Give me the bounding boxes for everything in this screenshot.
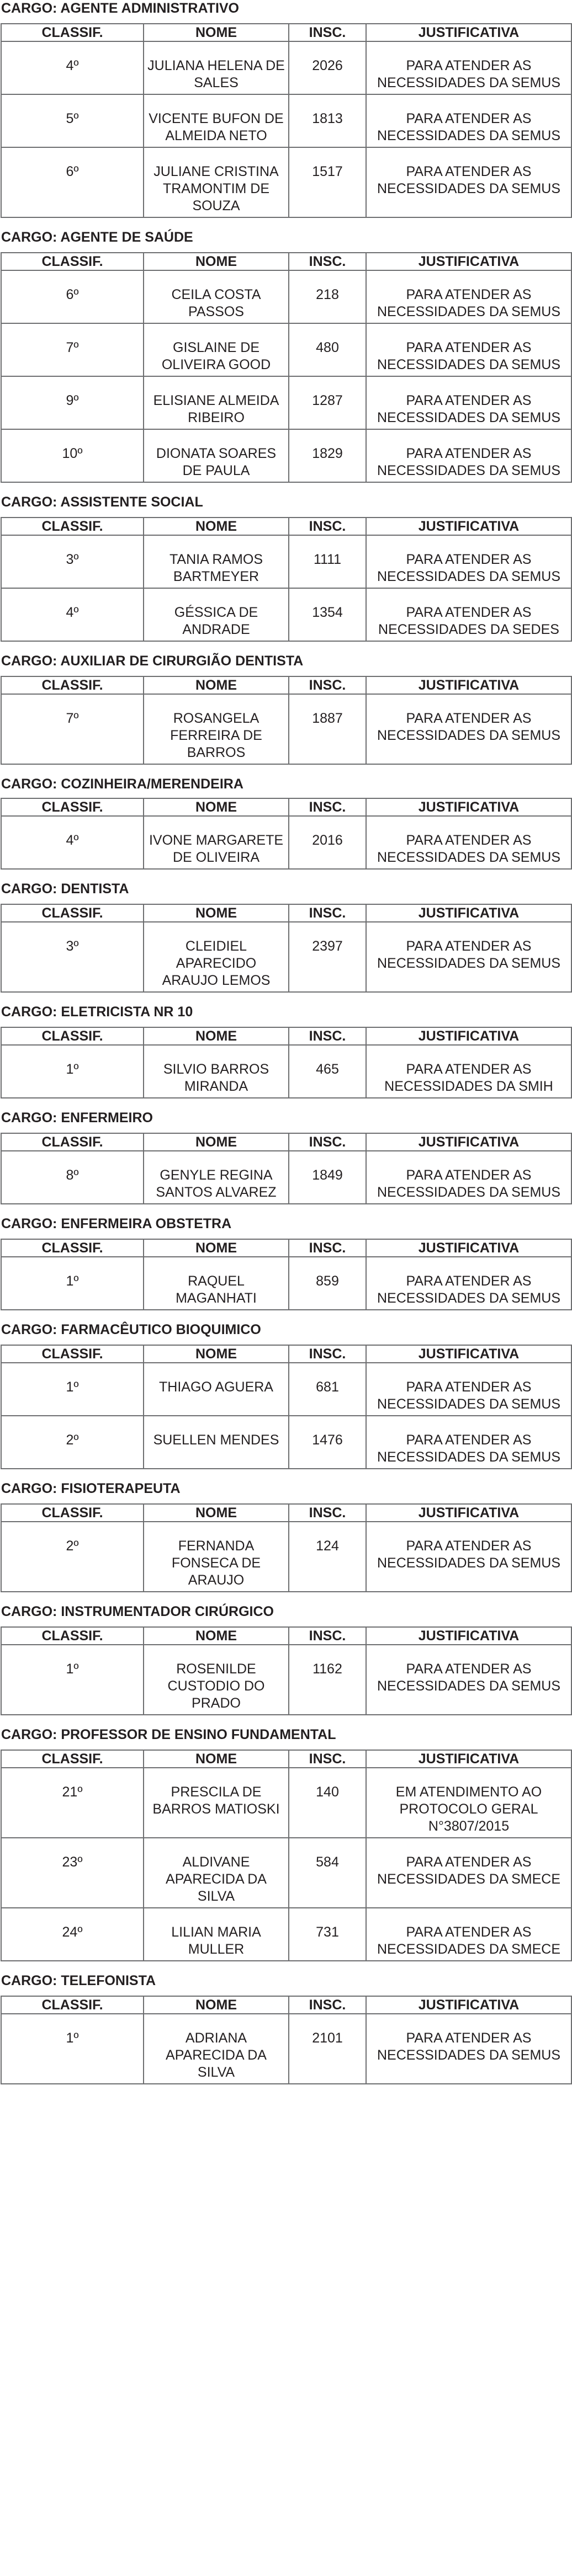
cell-justificativa: PARA ATENDER AS NECESSIDADES DA SEMUS	[366, 922, 571, 992]
cell-classif: 6º	[1, 270, 144, 323]
header-insc: INSC.	[289, 1750, 366, 1768]
table-header-row	[1, 1345, 571, 1363]
header-nome: NOME	[144, 1345, 289, 1363]
cell-classif: 3º	[1, 535, 144, 588]
table-row	[1, 588, 571, 641]
cell-classif: 3º	[1, 922, 144, 992]
cargo-title: CARGO: FARMACÊUTICO BIOQUIMICO	[1, 1322, 261, 1337]
cell-justificativa: PARA ATENDER AS NECESSIDADES DA SEMUS	[366, 41, 571, 94]
cell-insc: 1354	[289, 588, 366, 641]
cell-nome: ROSANGELA FERREIRA DE BARROS	[144, 694, 289, 764]
cargo-section	[0, 229, 572, 483]
cargo-title: CARGO: INSTRUMENTADOR CIRÚRGICO	[1, 1604, 274, 1619]
cargo-section	[0, 776, 572, 870]
cell-justificativa: PARA ATENDER AS NECESSIDADES DA SEMUS	[366, 270, 571, 323]
cell-justificativa: PARA ATENDER AS NECESSIDADES DA SMECE	[366, 1838, 571, 1908]
cargo-table	[1, 1133, 572, 1204]
cell-insc: 1111	[289, 535, 366, 588]
cell-justificativa: PARA ATENDER AS NECESSIDADES DA SEMUS	[366, 2014, 571, 2084]
cargo-title: CARGO: ENFERMEIRO	[1, 1110, 153, 1126]
cargo-table	[1, 252, 572, 483]
cargo-section	[0, 653, 572, 765]
cargo-title: CARGO: AGENTE ADMINISTRATIVO	[1, 1, 240, 16]
table-header-row	[1, 1504, 571, 1522]
cargo-table	[1, 517, 572, 642]
header-nome: NOME	[144, 253, 289, 270]
cell-justificativa: PARA ATENDER AS NECESSIDADES DA SEMUS	[366, 1363, 571, 1416]
cell-classif: 8º	[1, 1151, 144, 1204]
cargo-title: CARGO: FISIOTERAPEUTA	[1, 1481, 181, 1496]
header-classif: CLASSIF.	[1, 1345, 144, 1363]
header-justificativa: JUSTIFICATIVA	[366, 798, 571, 816]
table-header-row	[1, 1133, 571, 1151]
cargo-table	[1, 1626, 572, 1715]
cell-justificativa: PARA ATENDER AS NECESSIDADES DA SEMUS	[366, 147, 571, 217]
cell-nome: ALDIVANE APARECIDA DA SILVA	[144, 1838, 289, 1908]
header-justificativa: JUSTIFICATIVA	[366, 1750, 571, 1768]
cell-nome: GISLAINE DE OLIVEIRA GOOD	[144, 323, 289, 376]
header-justificativa: JUSTIFICATIVA	[366, 1627, 571, 1645]
cargo-section	[0, 1972, 572, 2084]
header-insc: INSC.	[289, 1239, 366, 1257]
cell-justificativa: PARA ATENDER AS NECESSIDADES DA SEMUS	[366, 694, 571, 764]
cargo-title: CARGO: DENTISTA	[1, 881, 129, 897]
header-classif: CLASSIF.	[1, 676, 144, 694]
table-row	[1, 94, 571, 147]
header-insc: INSC.	[289, 24, 366, 41]
cell-insc: 859	[289, 1257, 366, 1310]
cell-classif: 1º	[1, 1645, 144, 1715]
header-classif: CLASSIF.	[1, 1627, 144, 1645]
cargo-title: CARGO: AUXILIAR DE CIRURGIÃO DENTISTA	[1, 653, 304, 669]
cell-justificativa: PARA ATENDER AS NECESSIDADES DA SEMUS	[366, 1645, 571, 1715]
cell-classif: 2º	[1, 1522, 144, 1592]
header-justificativa: JUSTIFICATIVA	[366, 676, 571, 694]
header-nome: NOME	[144, 518, 289, 535]
cell-classif: 4º	[1, 588, 144, 641]
header-justificativa: JUSTIFICATIVA	[366, 1133, 571, 1151]
table-row	[1, 535, 571, 588]
cargo-section	[0, 1726, 572, 1961]
header-justificativa: JUSTIFICATIVA	[366, 24, 571, 41]
table-header-row	[1, 1239, 571, 1257]
cell-insc: 2016	[289, 816, 366, 869]
cell-nome: FERNANDA FONSECA DE ARAUJO	[144, 1522, 289, 1592]
table-row	[1, 1416, 571, 1469]
cargo-table	[1, 1750, 572, 1961]
table-row	[1, 922, 571, 992]
header-insc: INSC.	[289, 1627, 366, 1645]
cell-nome: THIAGO AGUERA	[144, 1363, 289, 1416]
cell-insc: 1476	[289, 1416, 366, 1469]
cargo-section	[0, 1321, 572, 1469]
header-insc: INSC.	[289, 1345, 366, 1363]
cell-justificativa: PARA ATENDER AS NECESSIDADES DA SEMUS	[366, 1151, 571, 1204]
header-classif: CLASSIF.	[1, 798, 144, 816]
header-nome: NOME	[144, 1627, 289, 1645]
table-row	[1, 1151, 571, 1204]
cargo-section	[0, 881, 572, 993]
header-classif: CLASSIF.	[1, 24, 144, 41]
cell-classif: 4º	[1, 41, 144, 94]
cell-nome: JULIANE CRISTINA TRAMONTIM DE SOUZA	[144, 147, 289, 217]
cell-justificativa: PARA ATENDER AS NECESSIDADES DA SEDES	[366, 588, 571, 641]
cell-insc: 2101	[289, 2014, 366, 2084]
table-header-row	[1, 676, 571, 694]
header-nome: NOME	[144, 1750, 289, 1768]
header-nome: NOME	[144, 904, 289, 922]
table-row	[1, 1522, 571, 1592]
cargo-title: CARGO: ELETRICISTA NR 10	[1, 1004, 193, 1020]
cell-classif: 23º	[1, 1838, 144, 1908]
header-nome: NOME	[144, 1504, 289, 1522]
cell-justificativa: PARA ATENDER AS NECESSIDADES DA SEMUS	[366, 816, 571, 869]
header-justificativa: JUSTIFICATIVA	[366, 518, 571, 535]
cargo-table	[1, 1996, 572, 2084]
header-justificativa: JUSTIFICATIVA	[366, 253, 571, 270]
header-insc: INSC.	[289, 1133, 366, 1151]
cell-nome: PRESCILA DE BARROS MATIOSKI	[144, 1768, 289, 1838]
cell-classif: 7º	[1, 694, 144, 764]
header-insc: INSC.	[289, 1504, 366, 1522]
header-insc: INSC.	[289, 798, 366, 816]
header-classif: CLASSIF.	[1, 1027, 144, 1045]
cell-justificativa: PARA ATENDER AS NECESSIDADES DA SEMUS	[366, 429, 571, 482]
table-row	[1, 1257, 571, 1310]
cargo-title: CARGO: TELEFONISTA	[1, 1973, 156, 1988]
cargo-section	[0, 1110, 572, 1204]
table-header-row	[1, 904, 571, 922]
cell-classif: 6º	[1, 147, 144, 217]
cell-nome: GÉSSICA DE ANDRADE	[144, 588, 289, 641]
header-justificativa: JUSTIFICATIVA	[366, 904, 571, 922]
header-classif: CLASSIF.	[1, 1133, 144, 1151]
header-classif: CLASSIF.	[1, 518, 144, 535]
header-insc: INSC.	[289, 518, 366, 535]
cell-insc: 1887	[289, 694, 366, 764]
header-nome: NOME	[144, 798, 289, 816]
table-header-row	[1, 1627, 571, 1645]
header-justificativa: JUSTIFICATIVA	[366, 1345, 571, 1363]
cargo-table	[1, 1503, 572, 1592]
cell-justificativa: PARA ATENDER AS NECESSIDADES DA SEMUS	[366, 535, 571, 588]
cell-insc: 480	[289, 323, 366, 376]
cell-justificativa: PARA ATENDER AS NECESSIDADES DA SEMUS	[366, 1522, 571, 1592]
cell-justificativa: PARA ATENDER AS NECESSIDADES DA SEMUS	[366, 1416, 571, 1469]
header-classif: CLASSIF.	[1, 1239, 144, 1257]
table-row	[1, 147, 571, 217]
cell-insc: 584	[289, 1838, 366, 1908]
header-nome: NOME	[144, 1133, 289, 1151]
cell-classif: 1º	[1, 2014, 144, 2084]
cell-nome: GENYLE REGINA SANTOS ALVAREZ	[144, 1151, 289, 1204]
cargo-table	[1, 904, 572, 993]
table-row	[1, 1908, 571, 1961]
cell-nome: TANIA RAMOS BARTMEYER	[144, 535, 289, 588]
cell-nome: LILIAN MARIA MULLER	[144, 1908, 289, 1961]
header-justificativa: JUSTIFICATIVA	[366, 1996, 571, 2014]
cell-justificativa: PARA ATENDER AS NECESSIDADES DA SMECE	[366, 1908, 571, 1961]
cargo-section	[0, 1480, 572, 1592]
cell-insc: 731	[289, 1908, 366, 1961]
cargo-title: CARGO: ASSISTENTE SOCIAL	[1, 494, 203, 510]
header-nome: NOME	[144, 1027, 289, 1045]
cell-insc: 1849	[289, 1151, 366, 1204]
cell-classif: 2º	[1, 1416, 144, 1469]
cell-classif: 4º	[1, 816, 144, 869]
cell-nome: IVONE MARGARETE DE OLIVEIRA	[144, 816, 289, 869]
table-header-row	[1, 1027, 571, 1045]
cargo-section	[0, 1603, 572, 1715]
cell-nome: ADRIANA APARECIDA DA SILVA	[144, 2014, 289, 2084]
header-nome: NOME	[144, 676, 289, 694]
header-nome: NOME	[144, 24, 289, 41]
cell-nome: CEILA COSTA PASSOS	[144, 270, 289, 323]
table-header-row	[1, 518, 571, 535]
cargo-title: CARGO: ENFERMEIRA OBSTETRA	[1, 1216, 232, 1231]
cell-classif: 1º	[1, 1363, 144, 1416]
cell-insc: 1517	[289, 147, 366, 217]
header-insc: INSC.	[289, 676, 366, 694]
header-nome: NOME	[144, 1239, 289, 1257]
table-row	[1, 429, 571, 482]
cell-justificativa: PARA ATENDER AS NECESSIDADES DA SEMUS	[366, 323, 571, 376]
table-header-row	[1, 1750, 571, 1768]
table-header-row	[1, 24, 571, 41]
cell-nome: JULIANA HELENA DE SALES	[144, 41, 289, 94]
header-insc: INSC.	[289, 1996, 366, 2014]
cell-insc: 465	[289, 1045, 366, 1098]
cell-nome: DIONATA SOARES DE PAULA	[144, 429, 289, 482]
cell-classif: 7º	[1, 323, 144, 376]
table-header-row	[1, 798, 571, 816]
cell-insc: 1162	[289, 1645, 366, 1715]
cell-nome: ROSENILDE CUSTODIO DO PRADO	[144, 1645, 289, 1715]
table-row	[1, 1645, 571, 1715]
table-row	[1, 376, 571, 429]
cell-nome: SILVIO BARROS MIRANDA	[144, 1045, 289, 1098]
table-row	[1, 816, 571, 869]
cell-classif: 1º	[1, 1045, 144, 1098]
cell-justificativa: PARA ATENDER AS NECESSIDADES DA SEMUS	[366, 1257, 571, 1310]
cell-nome: ELISIANE ALMEIDA RIBEIRO	[144, 376, 289, 429]
cell-nome: CLEIDIEL APARECIDO ARAUJO LEMOS	[144, 922, 289, 992]
header-classif: CLASSIF.	[1, 1750, 144, 1768]
table-row	[1, 41, 571, 94]
cell-nome: RAQUEL MAGANHATI	[144, 1257, 289, 1310]
cell-classif: 21º	[1, 1768, 144, 1838]
cargo-title: CARGO: PROFESSOR DE ENSINO FUNDAMENTAL	[1, 1727, 336, 1742]
cell-classif: 24º	[1, 1908, 144, 1961]
header-justificativa: JUSTIFICATIVA	[366, 1027, 571, 1045]
table-row	[1, 1768, 571, 1838]
cargo-table	[1, 676, 572, 765]
header-insc: INSC.	[289, 904, 366, 922]
cell-insc: 218	[289, 270, 366, 323]
cargo-table	[1, 798, 572, 870]
cell-insc: 1287	[289, 376, 366, 429]
header-classif: CLASSIF.	[1, 1996, 144, 2014]
table-row	[1, 1838, 571, 1908]
table-row	[1, 1363, 571, 1416]
cell-nome: VICENTE BUFON DE ALMEIDA NETO	[144, 94, 289, 147]
header-classif: CLASSIF.	[1, 1504, 144, 1522]
cell-insc: 681	[289, 1363, 366, 1416]
table-row	[1, 323, 571, 376]
table-row	[1, 1045, 571, 1098]
header-nome: NOME	[144, 1996, 289, 2014]
cell-justificativa: PARA ATENDER AS NECESSIDADES DA SMIH	[366, 1045, 571, 1098]
cell-nome: SUELLEN MENDES	[144, 1416, 289, 1469]
header-classif: CLASSIF.	[1, 253, 144, 270]
cell-insc: 124	[289, 1522, 366, 1592]
cell-classif: 1º	[1, 1257, 144, 1310]
cargo-title: CARGO: COZINHEIRA/MERENDEIRA	[1, 776, 243, 792]
cargo-table	[1, 1239, 572, 1310]
cargo-table	[1, 23, 572, 218]
cargo-section	[0, 0, 572, 218]
header-insc: INSC.	[289, 1027, 366, 1045]
header-justificativa: JUSTIFICATIVA	[366, 1504, 571, 1522]
header-justificativa: JUSTIFICATIVA	[366, 1239, 571, 1257]
cell-justificativa: PARA ATENDER AS NECESSIDADES DA SEMUS	[366, 376, 571, 429]
cell-classif: 9º	[1, 376, 144, 429]
cell-insc: 140	[289, 1768, 366, 1838]
cell-classif: 5º	[1, 94, 144, 147]
cell-classif: 10º	[1, 429, 144, 482]
cargo-title: CARGO: AGENTE DE SAÚDE	[1, 230, 193, 245]
cell-insc: 2397	[289, 922, 366, 992]
cargo-section	[0, 1004, 572, 1098]
cargo-section	[0, 494, 572, 642]
table-header-row	[1, 1996, 571, 2014]
cell-insc: 1813	[289, 94, 366, 147]
cell-justificativa: PARA ATENDER AS NECESSIDADES DA SEMUS	[366, 94, 571, 147]
cell-insc: 2026	[289, 41, 366, 94]
header-insc: INSC.	[289, 253, 366, 270]
cargo-table	[1, 1345, 572, 1469]
cargo-section	[0, 1215, 572, 1310]
table-row	[1, 2014, 571, 2084]
header-classif: CLASSIF.	[1, 904, 144, 922]
table-header-row	[1, 253, 571, 270]
cell-justificativa: EM ATENDIMENTO AO PROTOCOLO GERAL N°3807/2015	[366, 1768, 571, 1838]
table-row	[1, 694, 571, 764]
cargo-table	[1, 1027, 572, 1098]
table-row	[1, 270, 571, 323]
cell-insc: 1829	[289, 429, 366, 482]
